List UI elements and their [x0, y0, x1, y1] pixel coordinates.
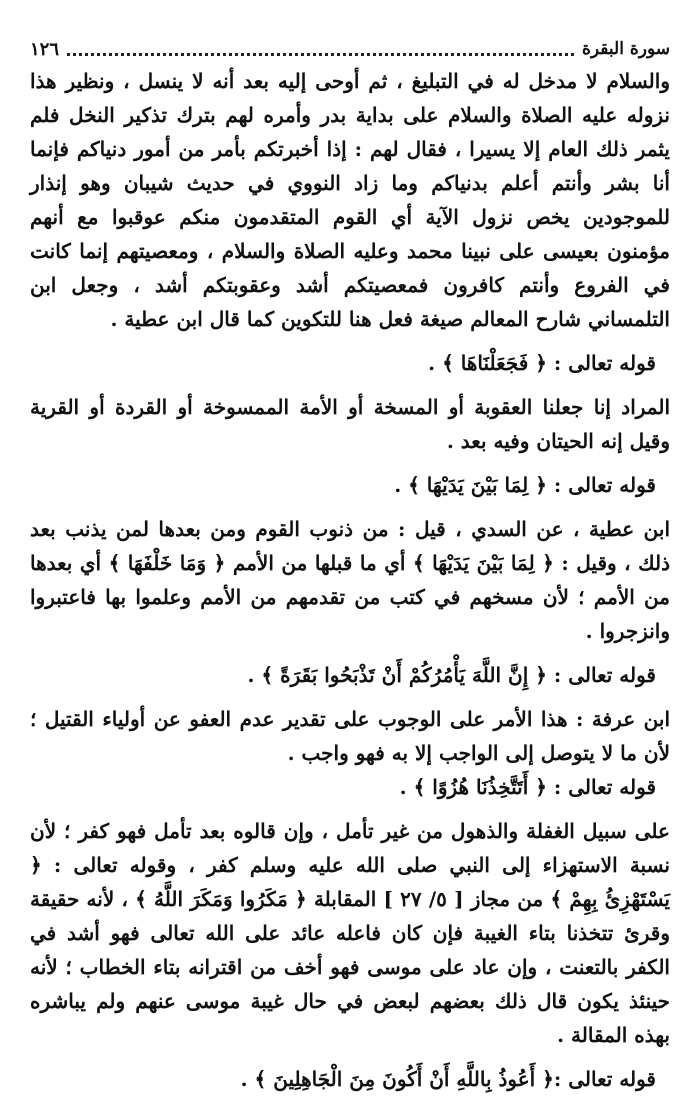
spacer: [30, 804, 670, 814]
paragraph: المراد إنا جعلنا العقوبة أو المسخة أو الأمة الممسوخة أو القردة أو القرية وقيل إنه الحيتان وفيه بعد .: [30, 395, 670, 453]
header-dotted-rule: [67, 43, 574, 56]
spacer: [30, 692, 670, 702]
spacer: [30, 458, 670, 468]
surah-title: سورة البقرة: [582, 39, 670, 59]
verse-heading: قوله تعالى : ﴿ فَجَعَلْنَاهَا ﴾ .: [428, 351, 656, 375]
spacer: [30, 1052, 670, 1062]
spacer: [30, 648, 670, 658]
page-number: ١٢٦: [30, 38, 60, 60]
verse-heading: قوله تعالى : ﴿ إِنَّ اللَّهَ يَأْمُرُكُمْ أَنْ تَذْبَحُوا بَقَرَةً ﴾ .: [247, 663, 656, 687]
paragraph: ابن عطية ، عن السدي ، قيل : من ذنوب القوم ومن بعدها لمن يذنب بعد ذلك ، وقيل : ﴿ لِمَا بَيْنَ يَدَيْهَا ﴾ أي ما قبلها من الأمم ﴿ وَمَا خَلْفَهَا ﴾ أي بعدها من الأمم ؛ لأن مسخهم في كتب من تقدمهم من الأمم وعلموا بها فاعتبروا وانزجروا .: [30, 517, 670, 643]
page-header: [30, 34, 670, 64]
paragraph: ابن عرفة : هذا الأمر على الوجوب على تقدير عدم العفو عن أولياء القتيل ؛ لأن ما لا يتوصل إلى الواجب إلا به فهو واجب .: [30, 707, 670, 765]
spacer: [30, 502, 670, 512]
spacer: [30, 380, 670, 390]
verse-heading: قوله تعالى :﴿ أَعُوذُ بِاللَّهِ أَنْ أَكُونَ مِنَ الْجَاهِلِينَ ﴾ .: [240, 1067, 656, 1091]
spacer: [30, 336, 670, 346]
verse-heading: قوله تعالى : ﴿ لِمَا بَيْنَ يَدَيْهَا ﴾ .: [394, 473, 656, 497]
paragraph: والسلام لا مدخل له في التبليغ ، ثم أوحى إليه بعد أنه لا ينسل ، ونظير هذا نزوله عليه الصلاة والسلام على بداية بدر وأمره لهم بترك تذكير النخل فلم يثمر ذلك العام إلا يسيرا ، فقال لهم : إذا أخبرتكم بأمر من أمور دنياكم فإنما أنا بشر وأنتم أعلم بدنياكم وما زاد النووي في حديث شيبان وهو إنذار للموجودين يخص نزول الآية أي القوم المتقدمون منكم عوقبوا مع أنهم مؤمنون بعيسى على نبينا محمد وعليه الصلاة والسلام ، ومعصيتهم إنما كانت في الفروع وأنتم كافرون فمعصيتكم أشد وعقوبتكم أشد ، وجعل ابن التلمساني شارح المعالم صيغة فعل هنا للتكوين كما قال ابن عطية .: [30, 69, 670, 331]
paragraph: على سبيل الغفلة والذهول من غير تأمل ، وإن قالوه بعد تأمل فهو كفر ؛ لأن نسبة الاستهزاء إلى النبي صلى الله عليه وسلم كفر ، وقوله تعالى : ﴿ يَسْتَهْزِئُ بِهِمْ ﴾ من مجاز [ ٥/ ٢٧ ] المقابلة ﴿ مَكَرُوا وَمَكَرَ اللَّهُ ﴾ ، لأنه حقيقة وقرئ تتخذنا بتاء الغيبة فإن كان فاعله عائد على الله تعالى فهو أشد في الكفر بالتعنت ، وإن عاد على موسى فهو أخف من اقترانه بتاء الخطاب ؛ لأنه حينئذ يكون قال ذلك بعضهم لبعض في حال غيبة موسى عنهم ولم يباشره بهذه المقالة .: [30, 819, 670, 1047]
verse-heading: قوله تعالى : ﴿ أَتَتَّخِذُنَا هُزُوًا ﴾ .: [399, 775, 656, 799]
book-page: [30, 34, 670, 1091]
